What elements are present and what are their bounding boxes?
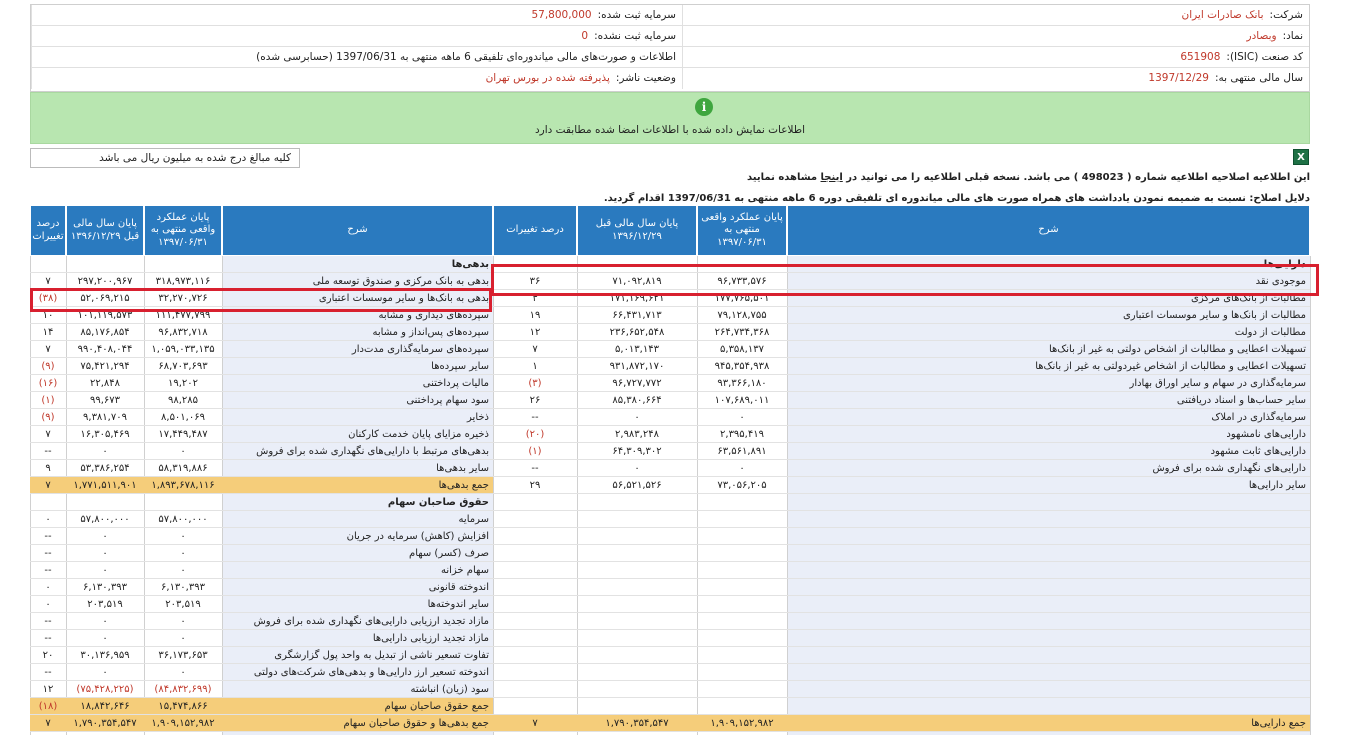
equity-pct-cell: --	[30, 562, 66, 579]
assets-prev-header: پایان سال مالی قبل ۱۳۹۶/۱۲/۲۹	[577, 205, 697, 256]
liability-prev-cell: ۷۵,۴۲۱,۲۹۴	[66, 358, 144, 375]
liability-actual-cell: ۱۹,۲۰۲	[144, 375, 222, 392]
unit-note: کلیه مبالغ درج شده به میلیون ریال می باشد	[30, 148, 300, 168]
company-info-table	[30, 4, 1310, 92]
equity-actual-cell: ۰	[144, 562, 222, 579]
liability-pct-cell: (۱۶)	[30, 375, 66, 392]
equity-label-cell: صرف (کسر) سهام	[222, 545, 493, 562]
asset-label-cell: سرمایه‌گذاری در سهام و سایر اوراق بهادار	[787, 375, 1310, 392]
liability-actual-cell: ۸,۵۰۱,۰۶۹	[144, 409, 222, 426]
assets-actual-header: پایان عملکرد واقعی منتهی به ۱۳۹۷/۰۶/۳۱	[697, 205, 787, 256]
liability-actual-cell: ۵۸,۳۱۹,۸۸۶	[144, 460, 222, 477]
equity-prev-cell: ۰	[66, 528, 144, 545]
company-value: بانک صادرات ایران	[1181, 9, 1264, 21]
isic-row	[683, 47, 1309, 68]
verification-banner	[30, 92, 1310, 144]
assets-total-label-cell: جمع دارایی‌ها	[787, 715, 1310, 732]
isic-label: کد صنعت (ISIC):	[1226, 51, 1303, 63]
equity-total-pct-cell: (۱۸)	[30, 698, 66, 715]
liab-pct-header: درصد تغییرات	[30, 205, 66, 256]
asset-pct-cell: (۱)	[493, 443, 577, 460]
equity-total-prev-cell: ۱۸,۸۴۲,۶۴۶	[66, 698, 144, 715]
publisher-status-value: پذیرفته شده در بورس تهران	[485, 72, 610, 84]
liability-label-cell: سایر سپرده‌ها	[222, 358, 493, 375]
equity-pct-cell: --	[30, 613, 66, 630]
liability-pct-cell: ۱۴	[30, 324, 66, 341]
equity-prev-cell: (۷۵,۴۲۸,۲۲۵)	[66, 681, 144, 698]
asset-prev-cell: ۹۶,۷۲۷,۷۷۲	[577, 375, 697, 392]
fiscal-year-value: 1397/12/29	[1148, 72, 1209, 84]
liability-label-cell: سپرده‌های پس‌انداز و مشابه	[222, 324, 493, 341]
liability-pct-cell: (۹)	[30, 358, 66, 375]
liability-prev-cell: ۱۰۱,۱۱۹,۵۷۳	[66, 307, 144, 324]
symbol-value[interactable]: وبصادر	[1246, 30, 1277, 42]
equity-label-cell: مازاد تجدید ارزیابی دارایی‌ها	[222, 630, 493, 647]
asset-actual-cell: ۵,۳۵۸,۱۳۷	[697, 341, 787, 358]
asset-pct-cell: --	[493, 460, 577, 477]
equity-section-title: حقوق صاحبان سهام	[387, 497, 489, 508]
liab-prev-header: پایان سال مالی قبل ۱۳۹۶/۱۲/۲۹	[66, 205, 144, 256]
equity-prev-cell: ۰	[66, 630, 144, 647]
liability-actual-cell: ۹۶,۸۳۲,۷۱۸	[144, 324, 222, 341]
liability-label-cell: سایر بدهی‌ها	[222, 460, 493, 477]
asset-label-cell: تسهیلات اعطایی و مطالبات از اشخاص دولتی به غیر از بانک‌ها	[787, 341, 1310, 358]
liabilities-section-title: بدهی‌ها	[451, 259, 489, 270]
liability-prev-cell: ۸۵,۱۷۶,۸۵۴	[66, 324, 144, 341]
correction-notice	[300, 172, 1310, 183]
asset-label-cell: دارایی‌های نگهداری شده برای فروش	[787, 460, 1310, 477]
liability-pct-cell: ۹	[30, 460, 66, 477]
asset-prev-cell: ۷۱,۰۹۲,۸۱۹	[577, 273, 697, 290]
liability-pct-cell: ۷	[30, 273, 66, 290]
equity-pct-cell: ۰	[30, 596, 66, 613]
equity-actual-cell: ۳۶,۱۷۳,۶۵۳	[144, 647, 222, 664]
equity-prev-cell: ۰	[66, 562, 144, 579]
asset-pct-cell: ۱۲	[493, 324, 577, 341]
equity-label-cell: تفاوت تسعیر ناشی از تبدیل به واحد پول گزارشگری	[222, 647, 493, 664]
asset-prev-cell: ۵,۰۱۳,۱۴۳	[577, 341, 697, 358]
asset-label-cell: دارایی‌های ثابت مشهود	[787, 443, 1310, 460]
highlight-cash-row	[491, 264, 1319, 296]
equity-pct-cell: ۲۰	[30, 647, 66, 664]
asset-label-cell: مطالبات از دولت	[787, 324, 1310, 341]
asset-actual-cell: ۰	[697, 460, 787, 477]
asset-actual-cell: ۱۷۷,۷۶۵,۵۰۱	[697, 290, 787, 307]
info-icon: i	[695, 98, 713, 116]
liability-label-cell: سود سهام پرداختنی	[222, 392, 493, 409]
asset-actual-cell: ۷۹,۱۲۸,۷۵۵	[697, 307, 787, 324]
liability-actual-cell: ۰	[144, 443, 222, 460]
liability-actual-cell: ۱۱۱,۴۷۷,۷۹۹	[144, 307, 222, 324]
asset-prev-cell: ۶۶,۴۳۱,۷۱۳	[577, 307, 697, 324]
fiscal-year-label: سال مالی منتهی به:	[1214, 72, 1303, 84]
notice-text-a: این اطلاعیه اصلاحیه اطلاعیه شماره ( 498023 ) می باشد. نسخه قبلی اطلاعیه را می توانید در	[846, 172, 1310, 183]
liabilities-total-label-cell: جمع بدهی‌ها	[222, 477, 493, 494]
asset-actual-cell: ۶۳,۵۶۱,۸۹۱	[697, 443, 787, 460]
asset-prev-cell: ۸۵,۳۸۰,۶۶۴	[577, 392, 697, 409]
liability-pct-cell: (۹)	[30, 409, 66, 426]
asset-actual-cell: ۲,۳۹۵,۴۱۹	[697, 426, 787, 443]
equity-actual-cell: ۰	[144, 545, 222, 562]
equity-pct-cell: ۱۲	[30, 681, 66, 698]
liability-prev-cell: ۰	[66, 443, 144, 460]
liability-prev-cell: ۵۲,۰۶۹,۲۱۵	[66, 290, 144, 307]
liability-actual-cell: ۱۷,۴۴۹,۴۸۷	[144, 426, 222, 443]
unregistered-capital-label: سرمایه ثبت نشده:	[594, 30, 676, 42]
equity-pct-cell: ۰	[30, 511, 66, 528]
assets-total-pct-cell: ۷	[493, 715, 577, 732]
equity-pct-cell: ۰	[30, 579, 66, 596]
verification-message: اطلاعات نمایش داده شده با اطلاعات امضا شده مطابقت دارد	[535, 124, 805, 136]
assets-total-actual-cell: ۱,۹۰۹,۱۵۲,۹۸۲	[697, 715, 787, 732]
equity-prev-cell: ۶,۱۳۰,۳۹۳	[66, 579, 144, 596]
liability-pct-cell: ۷	[30, 426, 66, 443]
equity-label-cell: اندوخته تسعیر ارز دارایی‌ها و بدهی‌های شرکت‌های دولتی	[222, 664, 493, 681]
fiscal-year-row	[683, 68, 1309, 89]
unregistered-capital-row	[31, 26, 683, 47]
asset-pct-cell: ۱۹	[493, 307, 577, 324]
asset-prev-cell: ۶۴,۳۰۹,۳۰۲	[577, 443, 697, 460]
asset-prev-cell: ۹۳۱,۸۷۲,۱۷۰	[577, 358, 697, 375]
liability-pct-cell: ۱۰	[30, 307, 66, 324]
liability-label-cell: ذخایر	[222, 409, 493, 426]
liability-pct-cell: ۷	[30, 341, 66, 358]
assets-desc-header: شرح	[787, 205, 1310, 256]
asset-label-cell: موجودی نقد	[787, 273, 1310, 290]
asset-label-cell: مطالبات از بانک‌های مرکزی	[787, 290, 1310, 307]
liability-prev-cell: ۲۲,۸۴۸	[66, 375, 144, 392]
publisher-status-row	[31, 68, 683, 89]
notice-text-b: مشاهده نمایید	[747, 172, 818, 183]
asset-prev-cell: ۵۶,۵۲۱,۵۲۶	[577, 477, 697, 494]
equity-prev-cell: ۰	[66, 664, 144, 681]
asset-actual-cell: ۷۳,۰۵۶,۲۰۵	[697, 477, 787, 494]
liabilities-total-prev-cell: ۱,۷۷۱,۵۱۱,۹۰۱	[66, 477, 144, 494]
asset-prev-cell: ۱۷۱,۱۶۹,۶۲۱	[577, 290, 697, 307]
asset-actual-cell: ۲۶۴,۷۳۴,۳۶۸	[697, 324, 787, 341]
liability-label-cell: ذخیره مزایای پایان خدمت کارکنان	[222, 426, 493, 443]
asset-pct-cell: ۷	[493, 341, 577, 358]
liability-prev-cell: ۹۹۰,۴۰۸,۰۴۴	[66, 341, 144, 358]
asset-pct-cell: (۳)	[493, 375, 577, 392]
liability-pct-cell: (۱)	[30, 392, 66, 409]
equity-prev-cell: ۲۰۳,۵۱۹	[66, 596, 144, 613]
equity-pct-cell: --	[30, 545, 66, 562]
asset-pct-cell: ۲۶	[493, 392, 577, 409]
asset-actual-cell: ۹۶,۷۳۳,۵۷۶	[697, 273, 787, 290]
liability-prev-cell: ۵۳,۳۸۶,۲۵۴	[66, 460, 144, 477]
previous-version-link[interactable]: اینجا	[820, 172, 843, 183]
equity-actual-cell: ۰	[144, 528, 222, 545]
equity-pct-cell: --	[30, 528, 66, 545]
liabilities-total-pct-cell: ۷	[30, 477, 66, 494]
liability-actual-cell: ۱,۰۵۹,۰۳۳,۱۳۵	[144, 341, 222, 358]
equity-label-cell: اندوخته قانونی	[222, 579, 493, 596]
liability-prev-cell: ۹۹,۶۷۳	[66, 392, 144, 409]
asset-label-cell: دارایی‌های نامشهود	[787, 426, 1310, 443]
equity-total-actual-cell: ۱۵,۴۷۴,۸۶۶	[144, 698, 222, 715]
assets-section-title: دارایی‌ها	[1263, 259, 1306, 270]
asset-prev-cell: ۲,۹۸۳,۲۴۸	[577, 426, 697, 443]
liability-pct-cell: --	[30, 443, 66, 460]
liability-prev-cell: ۹,۳۸۱,۷۰۹	[66, 409, 144, 426]
asset-label-cell: سایر حساب‌ها و اسناد دریافتنی	[787, 392, 1310, 409]
equity-label-cell: مازاد تجدید ارزیابی دارایی‌های نگهداری شده برای فروش	[222, 613, 493, 630]
asset-pct-cell: ۱	[493, 358, 577, 375]
liability-label-cell: بدهی‌های مرتبط با دارایی‌های نگهداری شده برای فروش	[222, 443, 493, 460]
equity-pct-cell: --	[30, 630, 66, 647]
equity-actual-cell: ۰	[144, 613, 222, 630]
asset-pct-cell: (۲۰)	[493, 426, 577, 443]
asset-actual-cell: ۹۴۵,۳۵۴,۹۳۸	[697, 358, 787, 375]
publisher-status-label: وضعیت ناشر:	[615, 72, 676, 84]
isic-value: 651908	[1180, 51, 1221, 63]
grand-total-label-cell: جمع بدهی‌ها و حقوق صاحبان سهام	[222, 715, 493, 732]
equity-label-cell: افزایش (کاهش) سرمایه در جریان	[222, 528, 493, 545]
equity-label-cell: سرمایه	[222, 511, 493, 528]
liability-label-cell: سپرده‌های سرمایه‌گذاری مدت‌دار	[222, 341, 493, 358]
equity-actual-cell: ۵۷,۸۰۰,۰۰۰	[144, 511, 222, 528]
equity-actual-cell: ۰	[144, 630, 222, 647]
grand-total-pct-cell: ۷	[30, 715, 66, 732]
equity-total-label-cell: جمع حقوق صاحبان سهام	[222, 698, 493, 715]
equity-label-cell: سایر اندوخته‌ها	[222, 596, 493, 613]
asset-actual-cell: ۰	[697, 409, 787, 426]
asset-pct-cell: ۳۶	[493, 273, 577, 290]
symbol-label: نماد:	[1282, 30, 1303, 42]
unregistered-capital-value: 0	[581, 30, 589, 42]
asset-prev-cell: ۰	[577, 460, 697, 477]
grand-total-actual-cell: ۱,۹۰۹,۱۵۲,۹۸۲	[144, 715, 222, 732]
capital-row	[31, 5, 683, 26]
liability-actual-cell: ۹۸,۲۸۵	[144, 392, 222, 409]
asset-pct-cell: ۴	[493, 290, 577, 307]
company-row	[683, 5, 1309, 26]
equity-pct-cell: --	[30, 664, 66, 681]
asset-actual-cell: ۹۳,۳۶۶,۱۸۰	[697, 375, 787, 392]
equity-actual-cell: ۶,۱۳۰,۳۹۳	[144, 579, 222, 596]
liability-actual-cell: ۳۲,۲۷۰,۷۲۶	[144, 290, 222, 307]
liability-label-cell: بدهی به بانک مرکزی و صندوق توسعه ملی	[222, 273, 493, 290]
assets-total-prev-cell: ۱,۷۹۰,۳۵۴,۵۴۷	[577, 715, 697, 732]
asset-pct-cell: --	[493, 409, 577, 426]
highlight-bank-debt-row	[30, 288, 492, 312]
liability-pct-cell: (۳۸)	[30, 290, 66, 307]
equity-prev-cell: ۰	[66, 613, 144, 630]
asset-label-cell: سرمایه‌گذاری در املاک	[787, 409, 1310, 426]
excel-export-icon[interactable]: X	[1293, 149, 1309, 165]
liability-actual-cell: ۶۸,۷۰۳,۶۹۳	[144, 358, 222, 375]
grand-total-prev-cell: ۱,۷۹۰,۳۵۴,۵۴۷	[66, 715, 144, 732]
equity-prev-cell: ۵۷,۸۰۰,۰۰۰	[66, 511, 144, 528]
equity-actual-cell: ۰	[144, 664, 222, 681]
equity-actual-cell: (۸۴,۸۳۲,۶۹۹)	[144, 681, 222, 698]
liabilities-total-actual-cell: ۱,۸۹۳,۶۷۸,۱۱۶	[144, 477, 222, 494]
equity-label-cell: سهام خزانه	[222, 562, 493, 579]
liability-prev-cell: ۱۶,۳۰۵,۴۶۹	[66, 426, 144, 443]
capital-label: سرمایه ثبت شده:	[597, 9, 676, 21]
assets-pct-header: درصد تغییرات	[493, 205, 577, 256]
asset-label-cell: مطالبات از بانک‌ها و سایر موسسات اعتباری	[787, 307, 1310, 324]
asset-prev-cell: ۰	[577, 409, 697, 426]
asset-pct-cell: ۲۹	[493, 477, 577, 494]
company-label: شرکت:	[1269, 9, 1303, 21]
liability-prev-cell: ۲۹۷,۲۰۰,۹۶۷	[66, 273, 144, 290]
asset-label-cell: تسهیلات اعطایی و مطالبات از اشخاص غیردولتی به غیر از بانک‌ها	[787, 358, 1310, 375]
liability-label-cell: مالیات پرداختنی	[222, 375, 493, 392]
symbol-row	[683, 26, 1309, 47]
equity-label-cell: سود (زیان) انباشته	[222, 681, 493, 698]
correction-reason: دلایل اصلاح: نسبت به ضمیمه نمودن یادداشت های همراه صورت های مالی میاندوره ای تلفیقی دوره 6 ماهه منتهی به 1397/06/31 اقدام گردید.	[603, 193, 1310, 204]
equity-prev-cell: ۰	[66, 545, 144, 562]
liab-desc-header: شرح	[222, 205, 493, 256]
report-description: اطلاعات و صورت‌های مالی میاندوره‌ای تلفیقی 6 ماهه منتهی به 1397/06/31 (حسابرسی شده)	[31, 47, 683, 68]
asset-prev-cell: ۲۳۶,۶۵۲,۵۴۸	[577, 324, 697, 341]
liability-label-cell: سپرده‌های دیداری و مشابه	[222, 307, 493, 324]
equity-prev-cell: ۳۰,۱۳۶,۹۵۹	[66, 647, 144, 664]
asset-label-cell: سایر دارایی‌ها	[787, 477, 1310, 494]
asset-actual-cell: ۱۰۷,۶۸۹,۰۱۱	[697, 392, 787, 409]
liab-actual-header: پایان عملکرد واقعی منتهی به ۱۳۹۷/۰۶/۳۱	[144, 205, 222, 256]
liability-actual-cell: ۳۱۸,۹۷۳,۱۱۶	[144, 273, 222, 290]
capital-value: 57,800,000	[531, 9, 592, 21]
liability-label-cell: بدهی به بانک‌ها و سایر موسسات اعتباری	[222, 290, 493, 307]
equity-actual-cell: ۲۰۳,۵۱۹	[144, 596, 222, 613]
